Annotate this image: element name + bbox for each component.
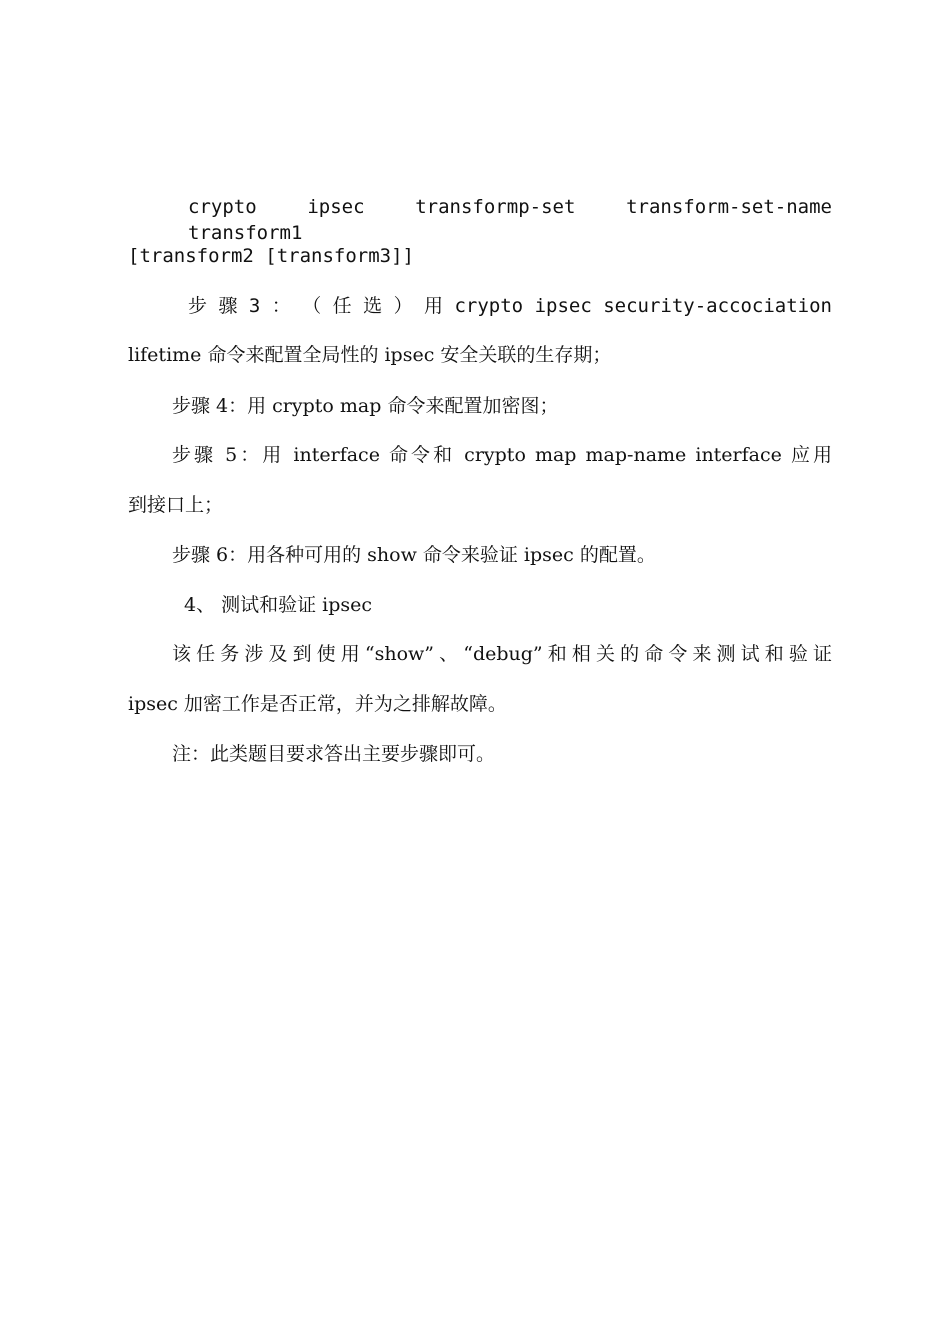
text-line-11: ipsec 加密工作是否正常，并为之排解故障。 [128,693,507,715]
text-line-4: lifetime 命令来配置全局性的 ipsec 安全关联的生存期； [128,344,612,366]
note-line: 注：此类题目要求答出主要步骤即可。 [172,743,496,765]
text-line-2: [transform2 [transform3]] [128,245,414,267]
text-line-10: 该任务涉及到使用“show”、“debug”和相关的命令来测试和验证 [172,643,832,665]
text-line-7: 到接口上； [128,494,224,516]
text-line-3: 步 骤 3 ： （ 任 选 ） 用 crypto ipsec security-accociation [188,295,832,317]
text-line-6: 步骤 5：用 interface 命令和 crypto map map-name interface 应用 [172,444,832,466]
text-line-1: crypto ipsec transformp-set transform-set-name transform1 [188,196,832,244]
text-line-5: 步骤 4：用 crypto map 命令来配置加密图； [172,395,559,417]
section-heading: 4、 测试和验证 ipsec [184,594,373,616]
text-line-8: 步骤 6：用各种可用的 show 命令来验证 ipsec 的配置。 [172,544,656,566]
